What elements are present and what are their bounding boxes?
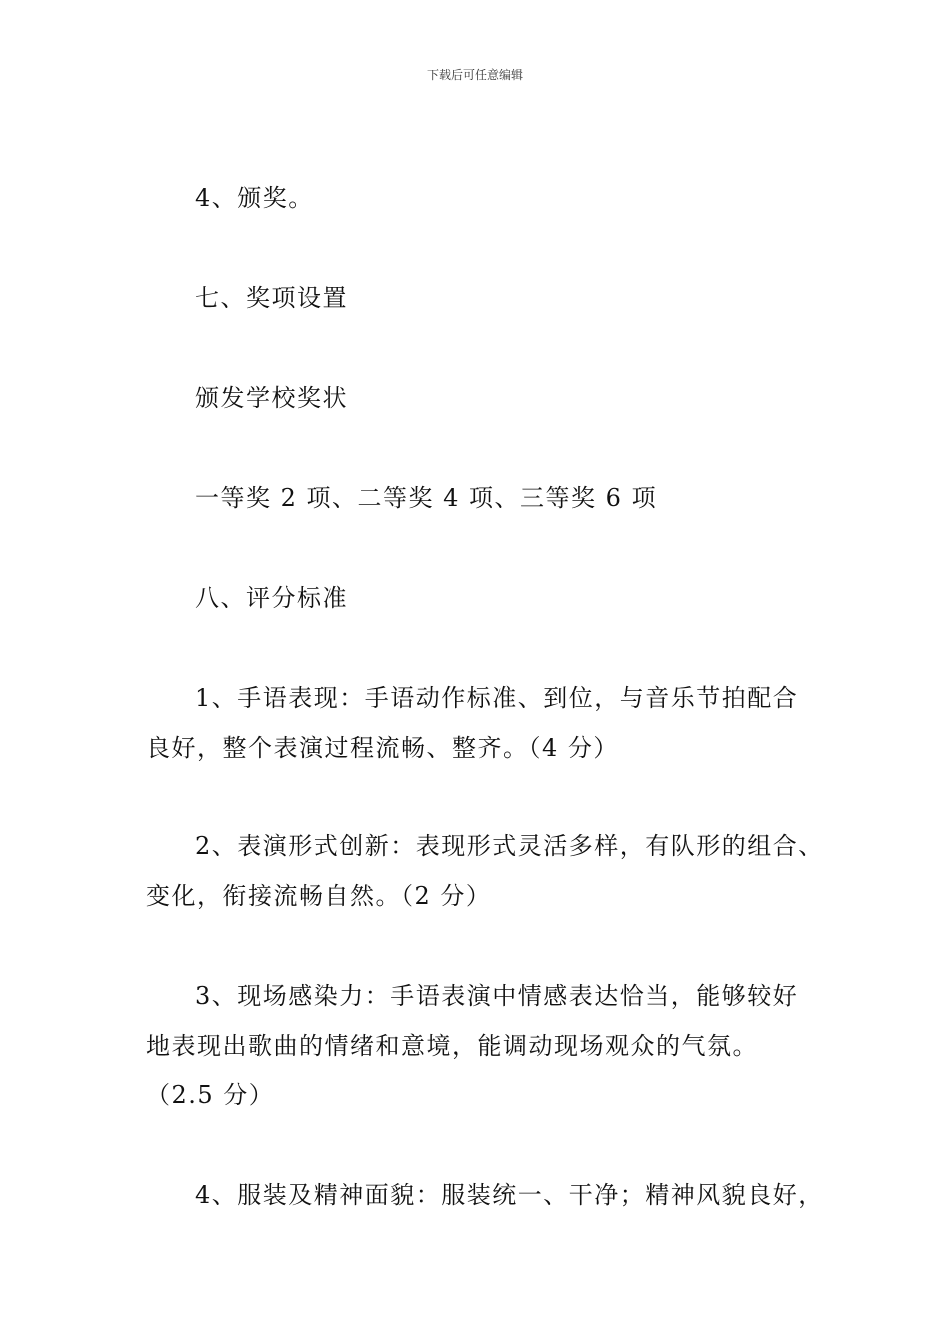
criterion-3-line-1: 3、现场感染力：手语表演中情感表达恰当，能够较好 <box>195 982 799 1010</box>
awards-breakdown: 一等奖 2 项、二等奖 4 项、三等奖 6 项 <box>195 484 658 512</box>
criterion-3-line-3: （2.5 分） <box>146 1081 275 1109</box>
awards-description: 颁发学校奖状 <box>195 384 348 412</box>
criterion-1-line-1: 1、手语表现：手语动作标准、到位，与音乐节拍配合 <box>195 684 799 712</box>
section-heading-awards: 七、奖项设置 <box>195 284 348 312</box>
criterion-4-line-1: 4、服装及精神面貌：服装统一、干净；精神风貌良好， <box>195 1181 824 1209</box>
page-header: 下载后可任意编辑 <box>426 68 523 82</box>
criterion-2-line-2: 变化，衔接流畅自然。（2 分） <box>146 882 492 910</box>
section-heading-scoring: 八、评分标准 <box>195 584 348 612</box>
criterion-1-line-2: 良好，整个表演过程流畅、整齐。（4 分） <box>146 734 619 762</box>
award-ceremony-item: 4、颁奖。 <box>195 184 314 212</box>
criterion-3-line-2: 地表现出歌曲的情绪和意境，能调动现场观众的气氛。 <box>146 1032 758 1060</box>
criterion-2-line-1: 2、表演形式创新：表现形式灵活多样，有队形的组合、 <box>195 832 824 860</box>
